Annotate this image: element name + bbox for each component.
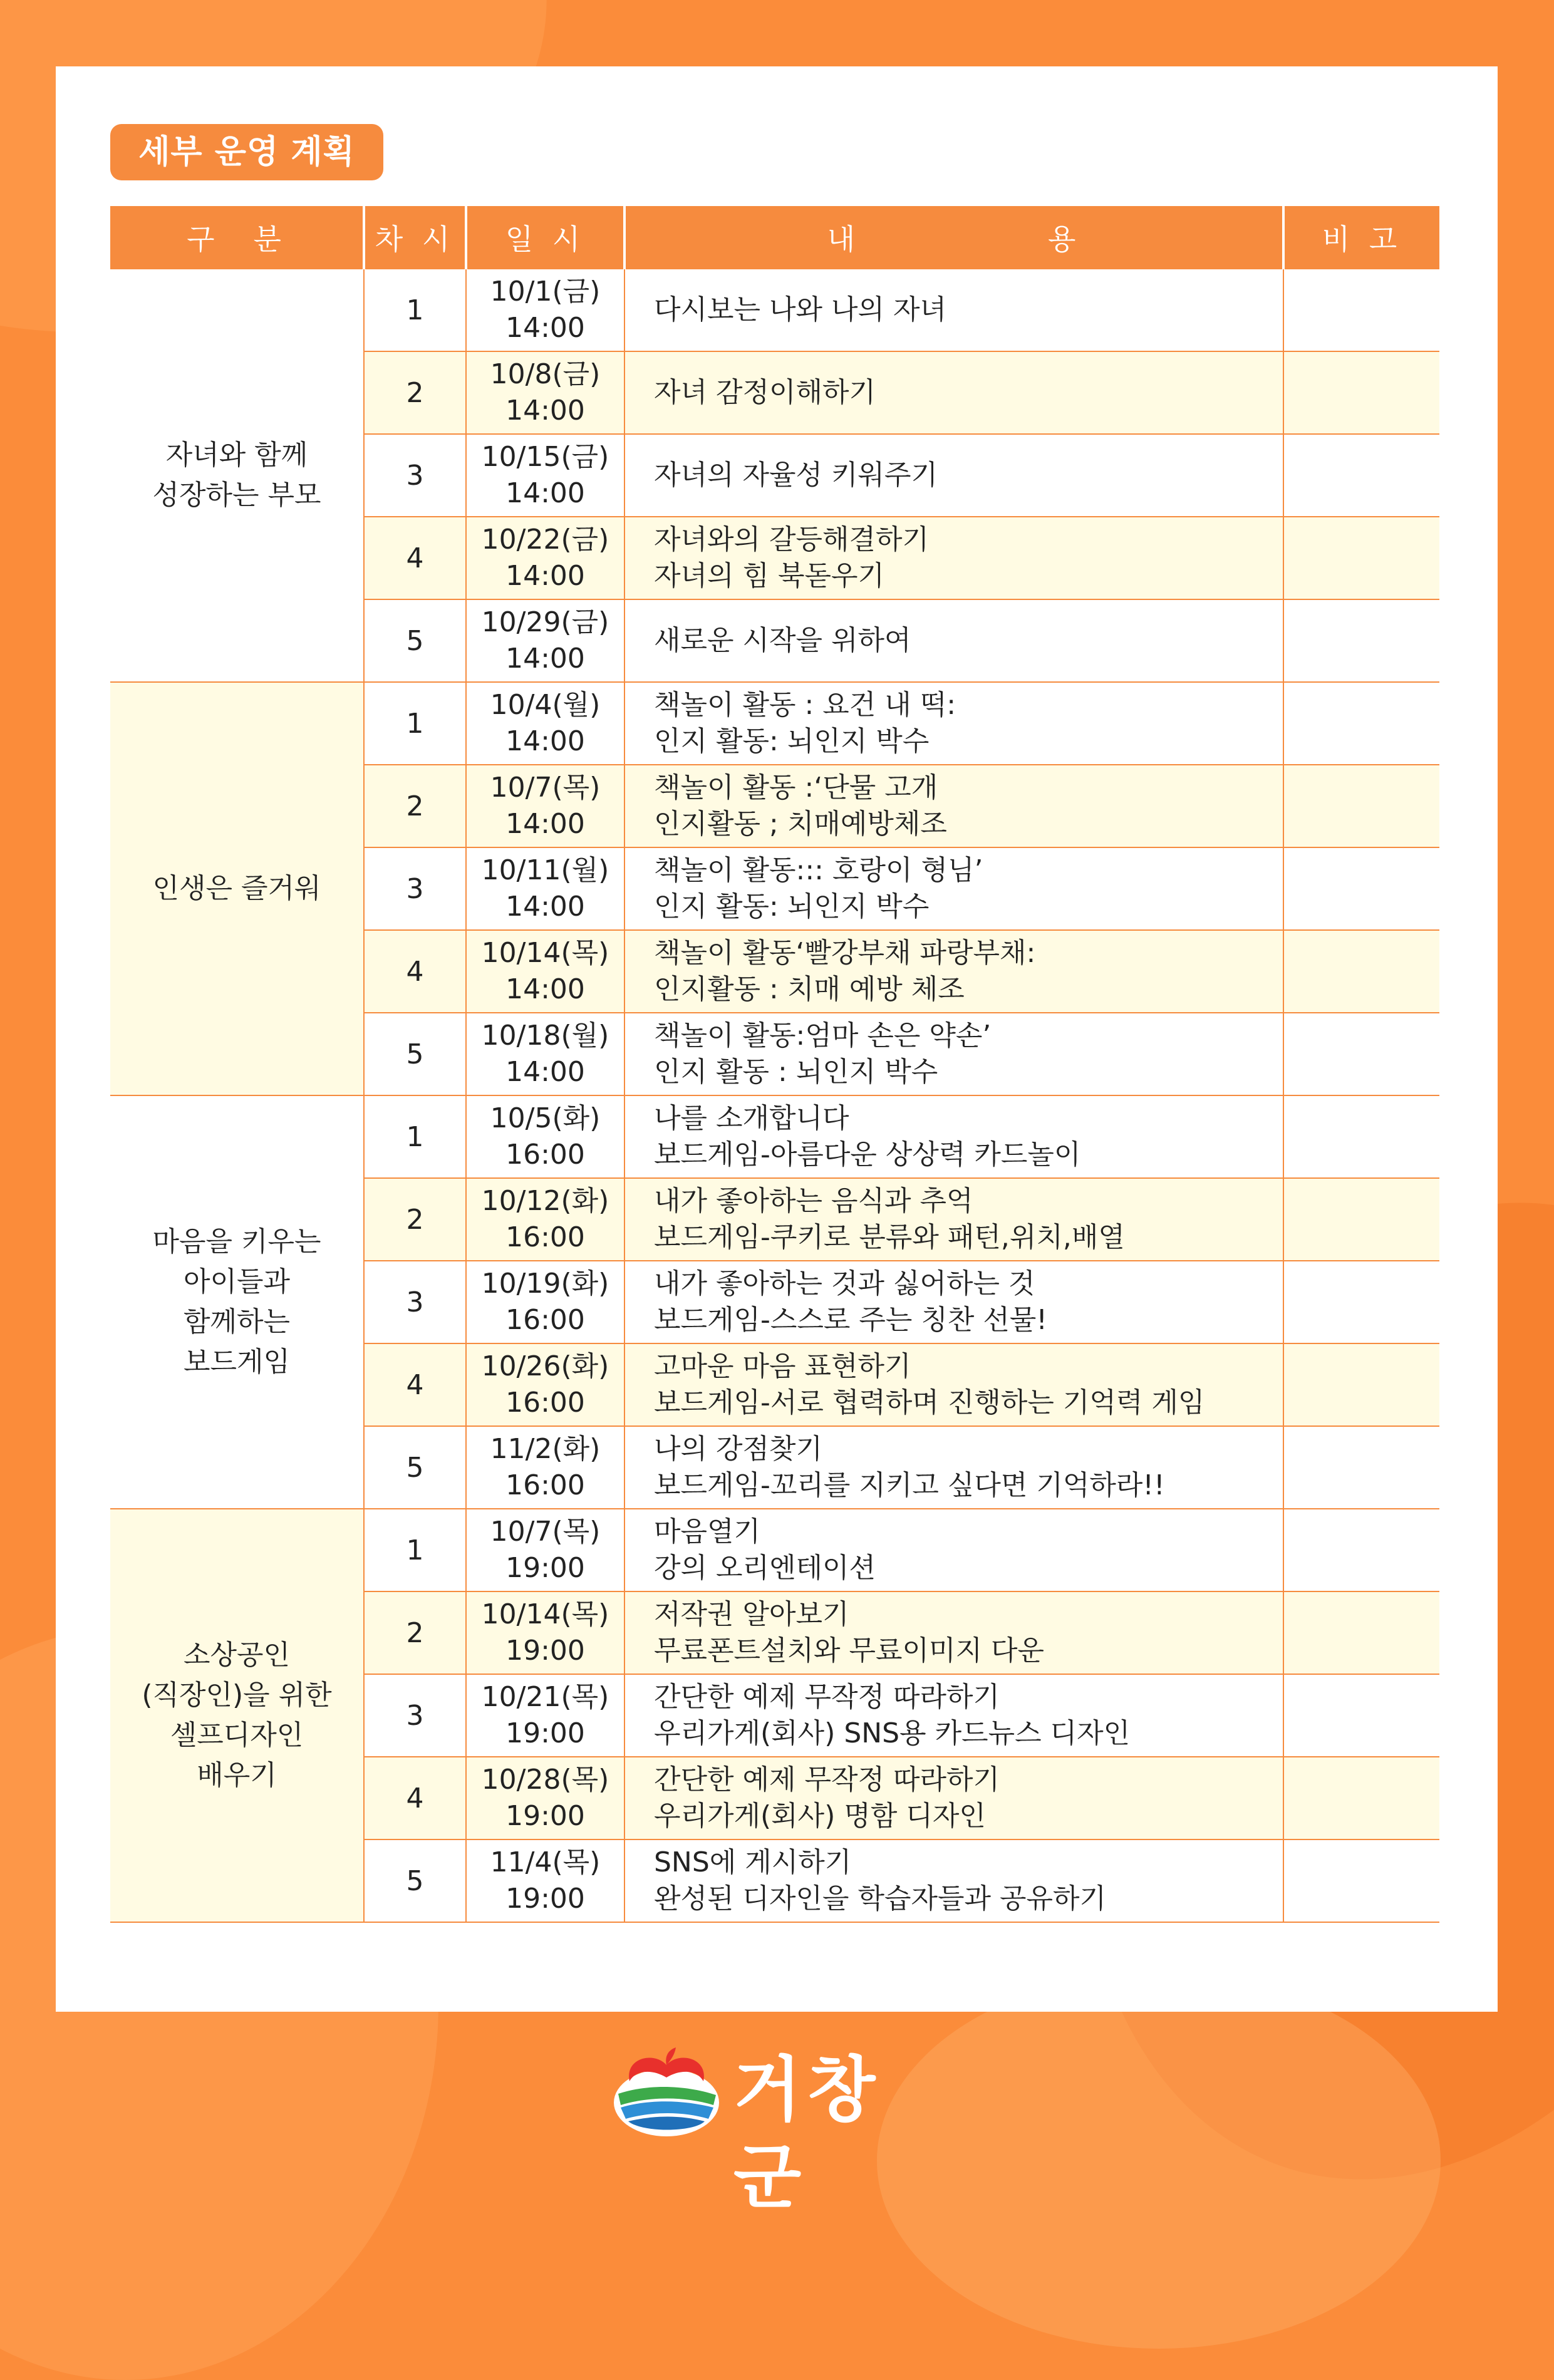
datetime-cell: 10/22(금) 14:00 bbox=[466, 517, 624, 599]
header-note: 비 고 bbox=[1283, 206, 1439, 269]
note-cell bbox=[1283, 434, 1439, 517]
datetime-cell: 10/15(금) 14:00 bbox=[466, 434, 624, 517]
datetime-cell: 10/14(목) 19:00 bbox=[466, 1591, 624, 1674]
content-cell: 간단한 예제 무작정 따라하기 우리가게(회사) 명함 디자인 bbox=[624, 1757, 1283, 1839]
datetime-cell: 10/14(목) 14:00 bbox=[466, 930, 624, 1013]
document-page bbox=[56, 66, 1498, 2012]
datetime-cell: 10/19(화) 16:00 bbox=[466, 1261, 624, 1343]
header-content-right: 용 bbox=[1048, 222, 1081, 256]
header-category: 구 분 bbox=[110, 206, 364, 269]
session-cell: 4 bbox=[364, 517, 466, 599]
logo-text: 거창군 bbox=[733, 2049, 882, 2218]
note-cell bbox=[1283, 1426, 1439, 1509]
datetime-cell: 10/28(목) 19:00 bbox=[466, 1757, 624, 1839]
session-cell: 3 bbox=[364, 1674, 466, 1757]
schedule-table bbox=[110, 206, 1439, 1923]
datetime-cell: 11/2(화) 16:00 bbox=[466, 1426, 624, 1509]
content-cell: 책놀이 활동‘빨강부채 파랑부채: 인지활동 : 치매 예방 체조 bbox=[624, 930, 1283, 1013]
content-cell: 책놀이 활동 :‘단물 고개 인지활동 ; 치매예방체조 bbox=[624, 765, 1283, 847]
table-header-row bbox=[110, 206, 1439, 269]
header-content-left: 내 bbox=[827, 222, 860, 256]
session-cell: 2 bbox=[364, 1178, 466, 1261]
datetime-cell: 10/21(목) 19:00 bbox=[466, 1674, 624, 1757]
session-cell: 5 bbox=[364, 1426, 466, 1509]
footer-logo bbox=[611, 2045, 943, 2218]
datetime-cell: 10/7(목) 14:00 bbox=[466, 765, 624, 847]
note-cell bbox=[1283, 1013, 1439, 1095]
datetime-cell: 10/5(화) 16:00 bbox=[466, 1095, 624, 1178]
content-cell: 다시보는 나와 나의 자녀 bbox=[624, 269, 1283, 351]
session-cell: 3 bbox=[364, 847, 466, 930]
content-cell: 나를 소개합니다 보드게임-아름다운 상상력 카드놀이 bbox=[624, 1095, 1283, 1178]
note-cell bbox=[1283, 1674, 1439, 1757]
datetime-cell: 10/7(목) 19:00 bbox=[466, 1509, 624, 1591]
note-cell bbox=[1283, 1509, 1439, 1591]
content-cell: 나의 강점찾기 보드게임-꼬리를 지키고 싶다면 기억하라!! bbox=[624, 1426, 1283, 1509]
content-cell: 책놀이 활동:엄마 손은 약손’ 인지 활동 : 뇌인지 박수 bbox=[624, 1013, 1283, 1095]
header-session: 차 시 bbox=[364, 206, 466, 269]
note-cell bbox=[1283, 930, 1439, 1013]
note-cell bbox=[1283, 682, 1439, 765]
session-cell: 1 bbox=[364, 1095, 466, 1178]
table-row bbox=[110, 1509, 1439, 1591]
category-cell: 마음을 키우는 아이들과 함께하는 보드게임 bbox=[110, 1095, 364, 1509]
datetime-cell: 11/4(목) 19:00 bbox=[466, 1839, 624, 1922]
category-cell: 자녀와 함께 성장하는 부모 bbox=[110, 269, 364, 682]
background-shape bbox=[877, 1973, 1441, 2349]
note-cell bbox=[1283, 1095, 1439, 1178]
session-cell: 3 bbox=[364, 1261, 466, 1343]
datetime-cell: 10/12(화) 16:00 bbox=[466, 1178, 624, 1261]
content-cell: 간단한 예제 무작정 따라하기 우리가게(회사) SNS용 카드뉴스 디자인 bbox=[624, 1674, 1283, 1757]
note-cell bbox=[1283, 1343, 1439, 1426]
content-cell: 내가 좋아하는 것과 싫어하는 것 보드게임-스스로 주는 칭찬 선물! bbox=[624, 1261, 1283, 1343]
session-cell: 5 bbox=[364, 599, 466, 682]
note-cell bbox=[1283, 1178, 1439, 1261]
datetime-cell: 10/11(월) 14:00 bbox=[466, 847, 624, 930]
section-title: 세부 운영 계획 bbox=[110, 124, 383, 180]
table-row bbox=[110, 1095, 1439, 1178]
session-cell: 5 bbox=[364, 1013, 466, 1095]
note-cell bbox=[1283, 1839, 1439, 1922]
datetime-cell: 10/8(금) 14:00 bbox=[466, 351, 624, 434]
session-cell: 2 bbox=[364, 351, 466, 434]
table-body bbox=[110, 269, 1439, 1922]
content-cell: 자녀 감정이해하기 bbox=[624, 351, 1283, 434]
note-cell bbox=[1283, 847, 1439, 930]
note-cell bbox=[1283, 269, 1439, 351]
content-cell: 고마운 마음 표현하기 보드게임-서로 협력하며 진행하는 기억력 게임 bbox=[624, 1343, 1283, 1426]
session-cell: 4 bbox=[364, 930, 466, 1013]
note-cell bbox=[1283, 351, 1439, 434]
content-cell: 자녀의 자율성 키워주기 bbox=[624, 434, 1283, 517]
note-cell bbox=[1283, 765, 1439, 847]
apple-field-emblem-icon bbox=[611, 2045, 722, 2138]
content-cell: 내가 좋아하는 음식과 추억 보드게임-쿠키로 분류와 패턴,위치,배열 bbox=[624, 1178, 1283, 1261]
datetime-cell: 10/1(금) 14:00 bbox=[466, 269, 624, 351]
content-cell: 마음열기 강의 오리엔테이션 bbox=[624, 1509, 1283, 1591]
datetime-cell: 10/18(월) 14:00 bbox=[466, 1013, 624, 1095]
content-cell: 새로운 시작을 위하여 bbox=[624, 599, 1283, 682]
session-cell: 2 bbox=[364, 765, 466, 847]
datetime-cell: 10/26(화) 16:00 bbox=[466, 1343, 624, 1426]
table-row bbox=[110, 682, 1439, 765]
session-cell: 4 bbox=[364, 1757, 466, 1839]
header-content bbox=[624, 206, 1283, 269]
note-cell bbox=[1283, 517, 1439, 599]
session-cell: 5 bbox=[364, 1839, 466, 1922]
category-cell: 인생은 즐거워 bbox=[110, 682, 364, 1095]
content-cell: 책놀이 활동 : 요건 내 떡: 인지 활동: 뇌인지 박수 bbox=[624, 682, 1283, 765]
category-cell: 소상공인 (직장인)을 위한 셀프디자인 배우기 bbox=[110, 1509, 364, 1922]
note-cell bbox=[1283, 1591, 1439, 1674]
header-datetime: 일 시 bbox=[466, 206, 624, 269]
datetime-cell: 10/4(월) 14:00 bbox=[466, 682, 624, 765]
table-row bbox=[110, 269, 1439, 351]
session-cell: 1 bbox=[364, 1509, 466, 1591]
note-cell bbox=[1283, 599, 1439, 682]
session-cell: 1 bbox=[364, 269, 466, 351]
content-cell: 저작권 알아보기 무료폰트설치와 무료이미지 다운 bbox=[624, 1591, 1283, 1674]
session-cell: 4 bbox=[364, 1343, 466, 1426]
content-cell: SNS에 게시하기 완성된 디자인을 학습자들과 공유하기 bbox=[624, 1839, 1283, 1922]
session-cell: 2 bbox=[364, 1591, 466, 1674]
session-cell: 1 bbox=[364, 682, 466, 765]
content-cell: 책놀이 활동::: 호랑이 형님’ 인지 활동: 뇌인지 박수 bbox=[624, 847, 1283, 930]
content-cell: 자녀와의 갈등해결하기 자녀의 힘 북돋우기 bbox=[624, 517, 1283, 599]
datetime-cell: 10/29(금) 14:00 bbox=[466, 599, 624, 682]
session-cell: 3 bbox=[364, 434, 466, 517]
note-cell bbox=[1283, 1261, 1439, 1343]
note-cell bbox=[1283, 1757, 1439, 1839]
